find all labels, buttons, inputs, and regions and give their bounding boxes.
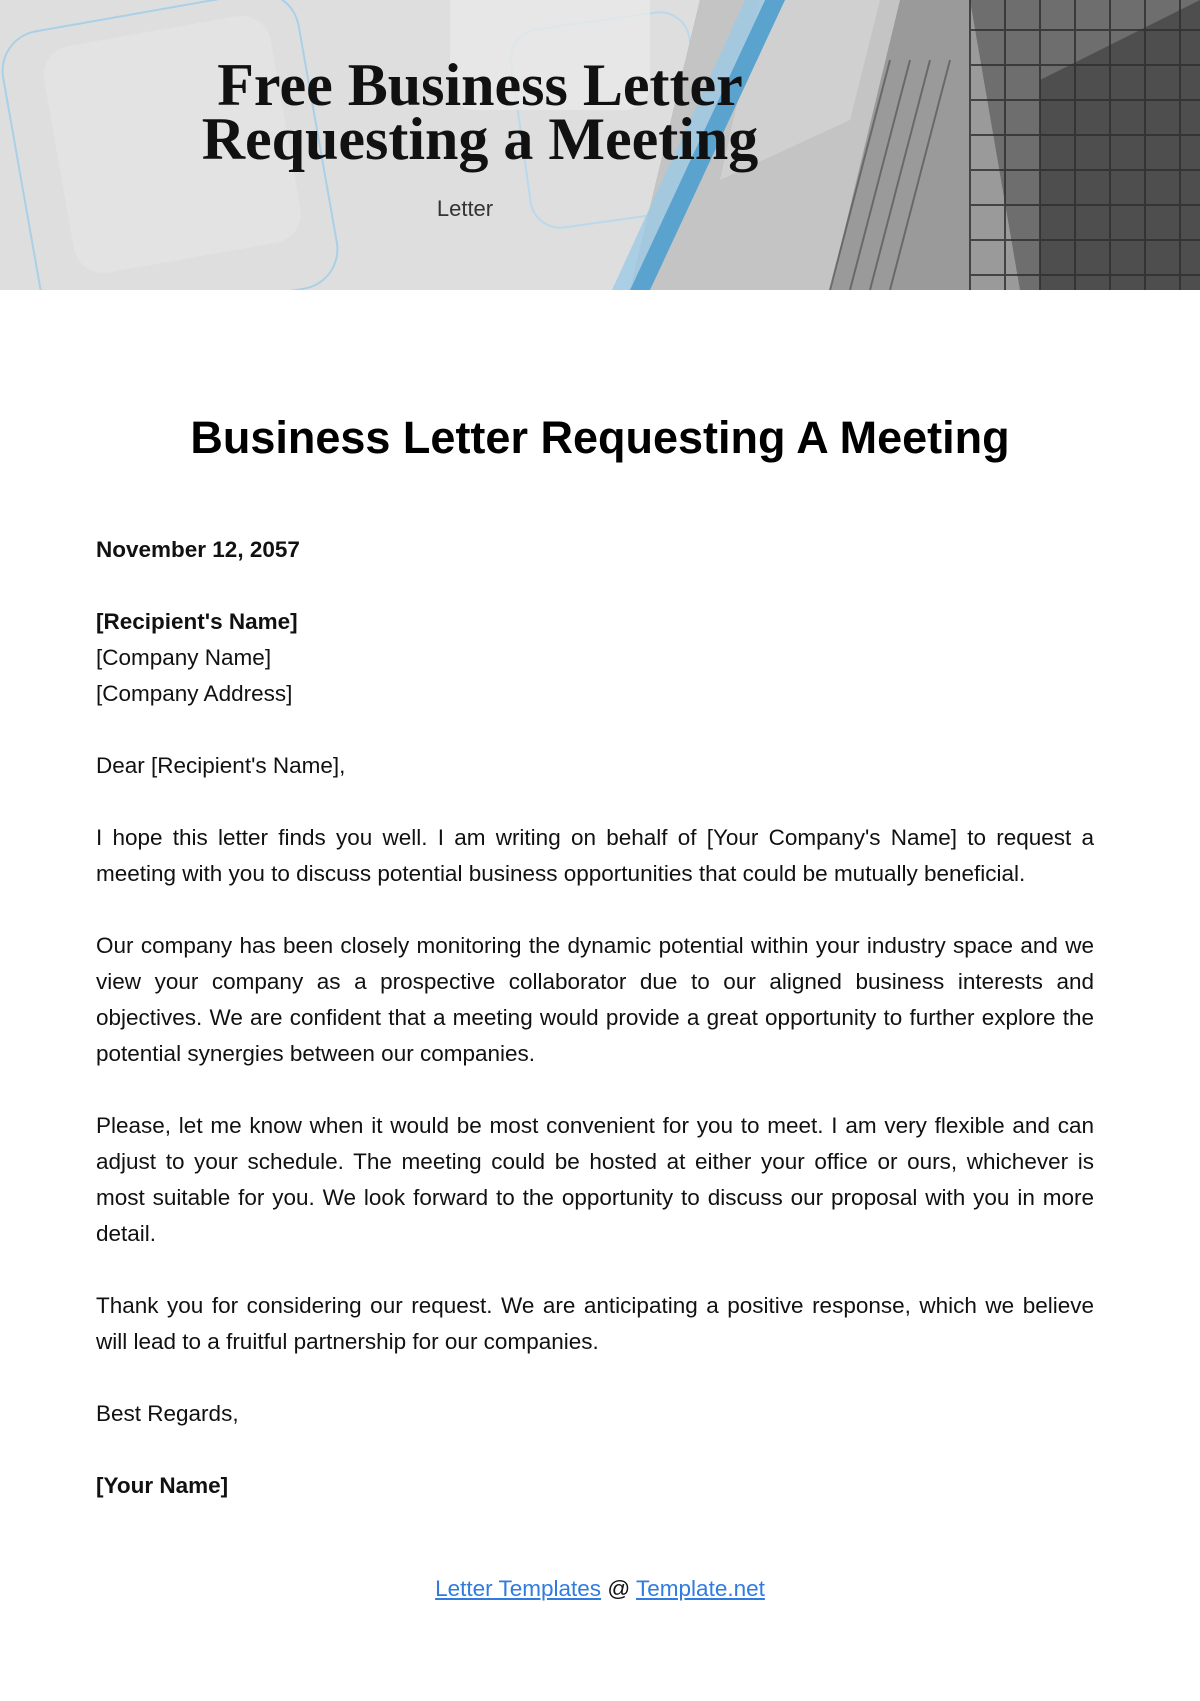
signature: [Your Name] xyxy=(96,1473,229,1498)
document-title: Business Letter Requesting A Meeting xyxy=(190,412,1010,463)
recipient-block xyxy=(96,604,1094,712)
letter-templates-link[interactable]: Letter Templates xyxy=(435,1576,602,1601)
paragraph-2: Our company has been closely monitoring the dynamic potential within your industry space and we view your company as a prospective collaborator due to our aligned business interests and objectives. We are confident that a meeting would provide a great opportunity to further explore the potential synergies between our companies. xyxy=(96,933,1094,1066)
paragraph-4: Thank you for considering our request. We are anticipating a positive response, which we believe will lead to a fruitful partnership for our companies. xyxy=(96,1293,1094,1354)
header-banner xyxy=(0,0,1200,290)
footer-separator: @ xyxy=(607,1576,631,1601)
company-address: [Company Address] xyxy=(96,681,293,706)
footer xyxy=(0,1576,1200,1602)
banner-title xyxy=(100,52,860,172)
company-name: [Company Name] xyxy=(96,645,272,670)
closing: Best Regards, xyxy=(96,1401,239,1426)
banner-title-line2: Requesting a Meeting xyxy=(201,106,759,172)
paragraph-3: Please, let me know when it would be most convenient for you to meet. I am very flexible and can adjust to your schedule. The meeting could be hosted at either your office or ours, whichever is most suitable for you. We look forward to the opportunity to discuss our proposal with you in more detail. xyxy=(96,1113,1094,1246)
template-net-link[interactable]: Template.net xyxy=(636,1576,765,1601)
paragraph-1: I hope this letter finds you well. I am writing on behalf of [Your Company's Name] to request a meeting with you to discuss potential business opportunities that could be mutually beneficial. xyxy=(96,825,1094,886)
banner-subtitle: Letter xyxy=(436,196,494,221)
salutation: Dear [Recipient's Name], xyxy=(96,753,346,778)
recipient-name: [Recipient's Name] xyxy=(96,609,298,634)
letter-date: November 12, 2057 xyxy=(96,537,300,562)
banner-title-line1: Free Business Letter xyxy=(217,52,743,118)
letter-body xyxy=(96,532,1094,1540)
